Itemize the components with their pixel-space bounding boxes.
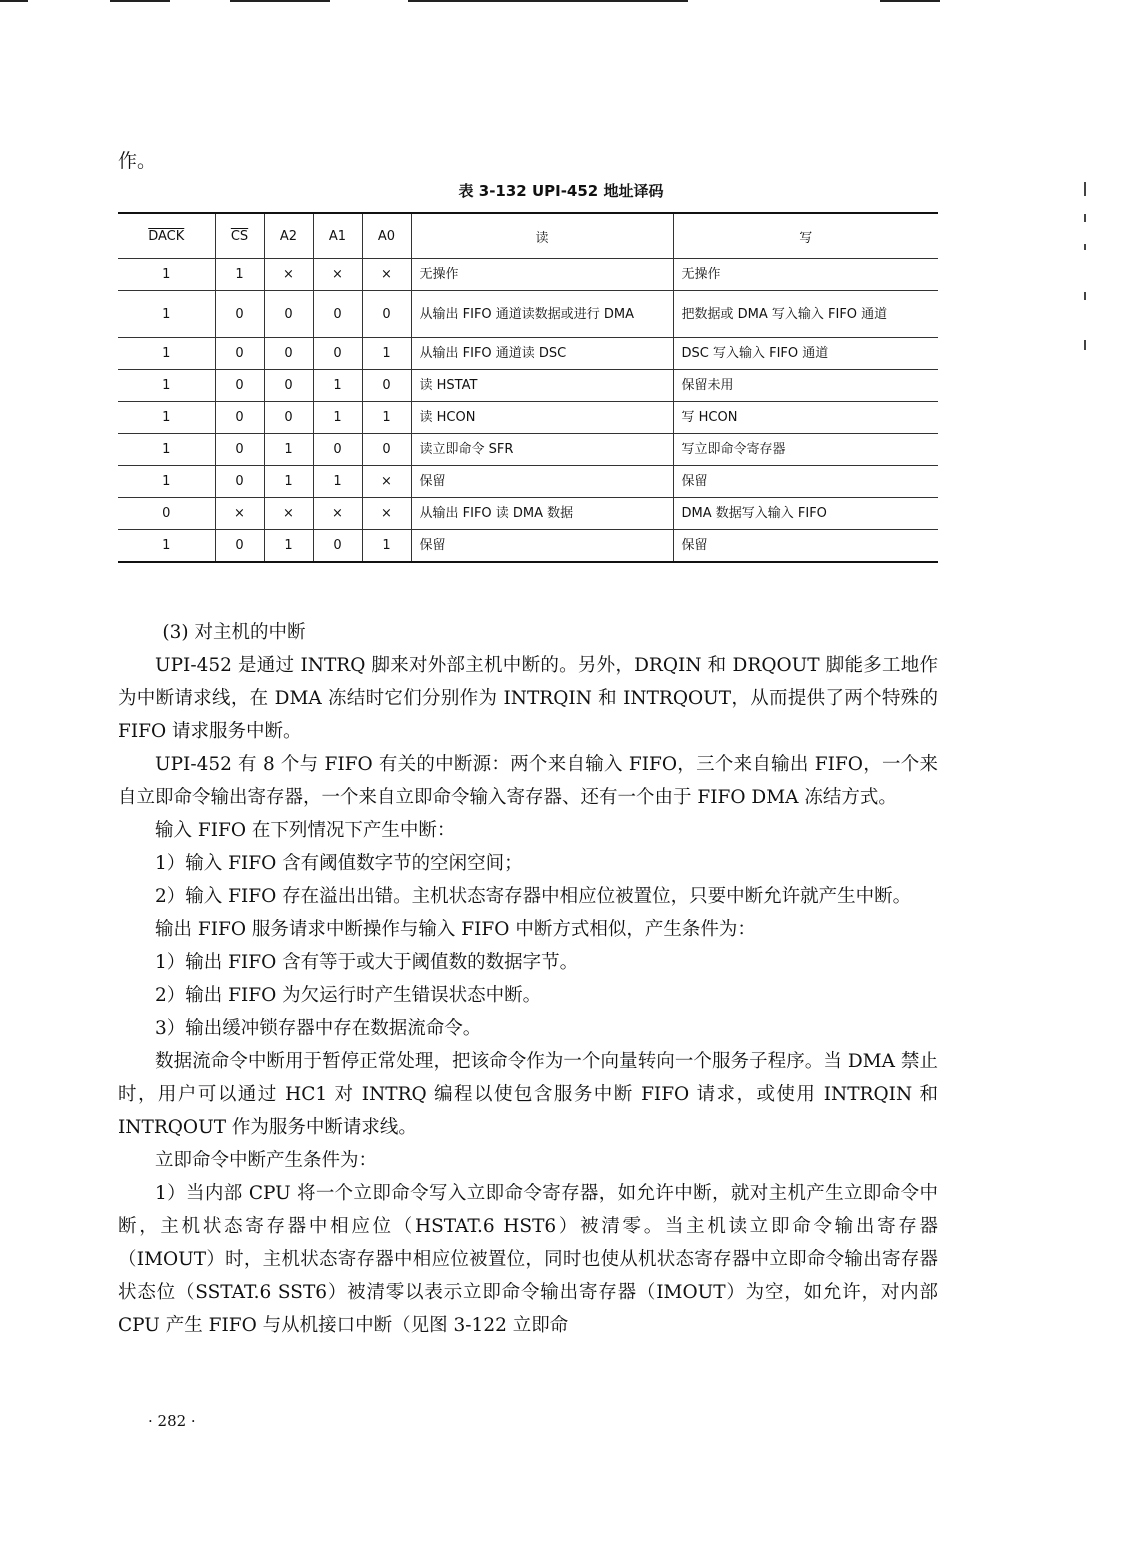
list-item: 1）输出 FIFO 含有等于或大于阈值数的数据字节。 [155,952,579,973]
header-a1: A1 [313,213,362,259]
cell: × [264,259,313,291]
top-rule [0,0,28,2]
cell: 从输出 FIFO 读 DMA 数据 [411,498,673,530]
lead-text: 作。 [118,150,157,172]
cell: 把数据或 DMA 写入输入 FIFO 通道 [673,291,938,338]
cell: DMA 数据写入输入 FIFO [673,498,938,530]
cell: × [362,466,411,498]
cell: 从输出 FIFO 通道读 DSC [411,338,673,370]
list-item: 2）输出 FIFO 为欠运行时产生错误状态中断。 [155,985,542,1006]
cell: 1 [118,338,215,370]
cell: 保留未用 [673,370,938,402]
table-row [118,530,938,563]
cell: 0 [215,291,264,338]
cell: 1 [118,530,215,563]
cell: 0 [215,338,264,370]
table-row [118,466,938,498]
cell: 无操作 [411,259,673,291]
table-row [118,402,938,434]
cell: 读立即命令 SFR [411,434,673,466]
cell: 写 HCON [673,402,938,434]
cell: 从输出 FIFO 通道读数据或进行 DMA [411,291,673,338]
cell: × [362,498,411,530]
cell: 0 [215,370,264,402]
cell: 0 [264,291,313,338]
cell: × [313,498,362,530]
header-write: 写 [673,213,938,259]
cell: 1 [362,338,411,370]
cell: 0 [215,530,264,563]
cell: 0 [362,434,411,466]
header-dack: DACK [118,213,215,259]
cell: 1 [215,259,264,291]
cell: × [264,498,313,530]
cell: 0 [215,434,264,466]
margin-mark [1084,292,1086,300]
cell: 1 [264,466,313,498]
cell: × [362,259,411,291]
cell: 1 [118,370,215,402]
cell: 写立即命令寄存器 [673,434,938,466]
cell: 0 [118,498,215,530]
cell: 1 [118,259,215,291]
table-row [118,291,938,338]
cell: 保留 [673,530,938,563]
table-caption: 表 3-132 UPI-452 地址译码 [458,182,664,200]
cell: 无操作 [673,259,938,291]
cell: × [313,259,362,291]
cell: 保留 [411,530,673,563]
cell: 0 [264,370,313,402]
table-row [118,338,938,370]
table-header-row [118,213,938,259]
cell: 保留 [411,466,673,498]
list-item: 1）输入 FIFO 含有阈值数字节的空闲空间； [155,853,523,874]
cell: 保留 [673,466,938,498]
cell: 1 [313,466,362,498]
list-item: 1）当内部 CPU 将一个立即命令写入立即命令寄存器，如允许中断，就对主机产生立即命令中断，主机状态寄存器中相应位（HSTAT.6 HST6）被清零。当主机读立即命令输出寄存器（IMOUT）时，主机状态寄存器中相应位被置位，同时也使从机状态寄存器中立即命令输出寄存器状态位（SSTAT.6 SST6）被清零以表示立即命令输出寄存器（IMOUT）为空，如允许，对内部 CPU 产生 FIFO 与从机接口中断（见图 3-122 立即命 [118,1183,938,1336]
cell: 0 [264,402,313,434]
table-row [118,498,938,530]
cell: 0 [313,434,362,466]
cell: 0 [313,291,362,338]
cell: 读 HCON [411,402,673,434]
paragraph: UPI-452 有 8 个与 FIFO 有关的中断源：两个来自输入 FIFO，三个来自输出 FIFO，一个来自立即命令输出寄存器，一个来自立即命令输入寄存器、还有一个由于 FIFO DMA 冻结方式。 [118,754,938,808]
top-rule [110,0,170,2]
header-cs: $\overline{CS}$ [215,213,264,259]
cell: 1 [362,402,411,434]
cell: 0 [215,466,264,498]
cell: 0 [313,338,362,370]
cell: 1 [362,530,411,563]
paragraph: 立即命令中断产生条件为： [155,1150,378,1171]
list-item: 2）输入 FIFO 存在溢出出错。主机状态寄存器中相应位被置位，只要中断允许就产生中断。 [155,886,912,907]
header-read: 读 [411,213,673,259]
paragraph: 输出 FIFO 服务请求中断操作与输入 FIFO 中断方式相似，产生条件为： [155,919,756,940]
body-text [118,616,938,1342]
table-row [118,259,938,291]
cell: 0 [313,530,362,563]
cell: 0 [362,370,411,402]
cell: 读 HSTAT [411,370,673,402]
cell: 1 [264,434,313,466]
header-a0: A0 [362,213,411,259]
section-heading: (3) 对主机的中断 [162,622,306,643]
margin-mark [1084,340,1086,350]
margin-mark [1084,214,1086,222]
table-row [118,370,938,402]
cell: 1 [264,530,313,563]
list-item: 3）输出缓冲锁存器中存在数据流命令。 [155,1018,482,1039]
cell: 1 [118,434,215,466]
table-row [118,434,938,466]
top-rule [880,0,940,2]
paragraph: 输入 FIFO 在下列情况下产生中断： [155,820,456,841]
address-decode-table [118,212,938,563]
cell: 1 [118,402,215,434]
cell: 1 [118,291,215,338]
cell: × [215,498,264,530]
cell: 0 [215,402,264,434]
cell: 1 [118,466,215,498]
top-rule [230,0,330,2]
margin-mark [1084,244,1086,250]
cell: 1 [313,370,362,402]
page-number: · 282 · [148,1412,196,1430]
cell: DSC 写入输入 FIFO 通道 [673,338,938,370]
header-a2: A2 [264,213,313,259]
top-rule [408,0,688,2]
paragraph: UPI-452 是通过 INTRQ 脚来对外部主机中断的。另外，DRQIN 和 DRQOUT 脚能多工地作为中断请求线，在 DMA 冻结时它们分别作为 INTRQIN 和 INTRQOUT，从而提供了两个特殊的 FIFO 请求服务中断。 [118,655,938,742]
cell: 0 [362,291,411,338]
paragraph: 数据流命令中断用于暂停正常处理，把该命令作为一个向量转向一个服务子程序。当 DMA 禁止时，用户可以通过 HC1 对 INTRQ 编程以使包含服务中断 FIFO 请求，或使用 INTRQIN 和 INTRQOUT 作为服务中断请求线。 [118,1051,938,1138]
cell: 1 [313,402,362,434]
cell: 0 [264,338,313,370]
